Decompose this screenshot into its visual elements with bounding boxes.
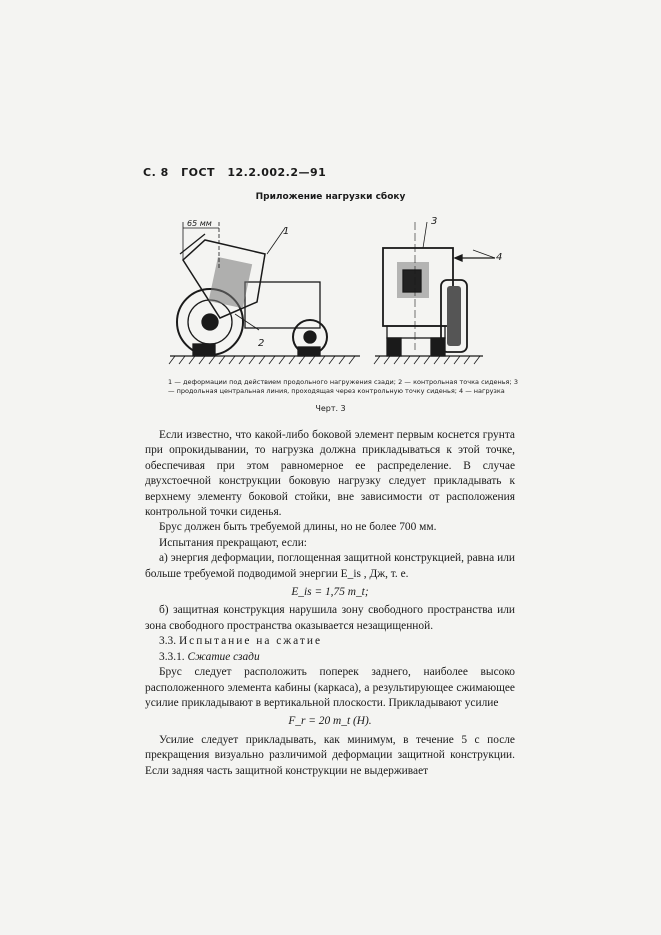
figure-number: Черт. 3 [315,404,346,413]
section-title: Испытание на сжатие [178,635,323,648]
tractor-figure [165,210,520,380]
paragraph-condition-b: б) защитная конструкция нарушила зону свободного пространства или зона свободного пространства оказывается незащищенной. [145,604,515,632]
page-header [143,166,334,179]
paragraph-rear-compression: Брус следует расположить поперек заднего, наиболее высоко расположенного элемента кабины (каркаса), а результирующее сжимающее усилие прикладывают в вертикальной плоскости. Прикладывают усилие [145,666,515,709]
figure-caption: 1 — деформации под действием продольного нагружения сзади; 2 — контрольная точка сиденья; 3 — продольная центральная линия, проходящая через контрольную точку сиденья; 4 — нагрузка [168,378,518,395]
callout-2: 2 [258,338,265,349]
body-text [145,428,515,779]
figure-title: Приложение нагрузки сбоку [255,192,406,202]
paragraph-condition-a: а) энергия деформации, поглощенная защитной конструкцией, равна или больше требуемой подводимой энергии E_is , Дж, т. е. [145,552,515,580]
callout-4: 4 [496,252,503,263]
callout-1: 1 [283,226,290,237]
paragraph-load-duration: Усилие следует прикладывать, как минимум, в течение 5 с после прекращения визуально различимой деформации защитной конструкции. Если задняя часть защитной конструкции не выдерживает [145,733,515,777]
formula-energy: E_is = 1,75 m_t; [291,586,369,599]
subsection-number: 3.3.1. [159,650,185,663]
callout-3: 3 [431,216,438,227]
section-heading [145,634,515,649]
paragraph-bar-length: Брус должен быть требуемой длины, но не более 700 мм. [159,521,437,534]
gost-label: ГОСТ [181,166,216,179]
gost-number: 12.2.002.2—91 [227,166,327,179]
section-number: 3.3. [159,635,177,648]
paragraph-stop-conditions: Испытания прекращают, если: [159,536,307,549]
tractor-drawing [165,210,520,380]
dimension-label: 65 мм [187,219,212,228]
formula-force: F_r = 20 m_t (Н). [288,715,372,728]
paragraph-side-load: Если известно, что какой-либо боковой элемент первым коснется грунта при опрокидывании, то нагрузка должна прикладываться к этой точке, обеспечивая при этом равномерное ее распределение. В случае двухстоечной конструкции боковую нагрузку следует прикладывать к верхнему элементу боковой стойки, вне зависимости от расположения контрольной точки сиденья. [145,429,515,519]
subsection-heading [145,650,515,665]
subsection-title: Сжатие сзади [187,650,260,663]
page-number: С. 8 [143,166,169,179]
